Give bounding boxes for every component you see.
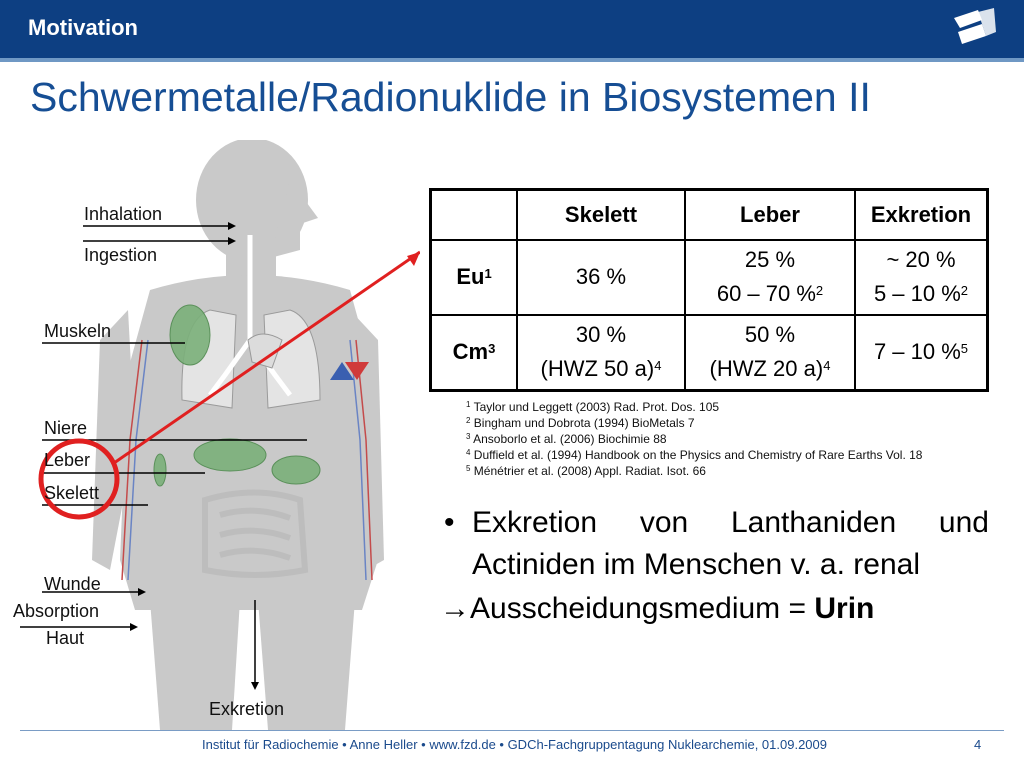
references-list (466, 399, 922, 479)
reference-item: $^2$ Bingham und Dobrota (1994) BioMetals 7 (466, 416, 695, 430)
bullet-dot-icon: • (444, 506, 455, 539)
row-element-eu: Eu$^1$ (431, 240, 518, 315)
label-niere: Niere (44, 418, 88, 438)
reference-item: $^5$ Ménétrier et al. (2008) Appl. Radiat. Isot. 66 (466, 464, 706, 478)
page-title: Schwermetalle/Radionuklide in Biosystemen II (30, 74, 871, 120)
table-header-leber: Leber (685, 190, 855, 241)
label-skelett: Skelett (44, 483, 100, 503)
label-inhalation: Inhalation (84, 204, 163, 224)
cell-eu-exkretion: ~ 20 % 5 – 10 %$^2$ (855, 240, 988, 315)
label-ingestion: Ingestion (84, 245, 158, 265)
cell-cm-exkretion: 7 – 10 %$^5$ (855, 315, 988, 391)
arrow-right-icon: → (440, 592, 470, 625)
bullet-conclusion (440, 592, 874, 626)
section-label: Motivation (28, 15, 138, 40)
table-header-skelett: Skelett (517, 190, 685, 241)
table-header-empty (431, 190, 518, 241)
cell-eu-skelett: 36 % (517, 240, 685, 315)
label-leber: Leber (44, 450, 91, 470)
table-header-row (431, 190, 988, 241)
table-header-exkretion: Exkretion (855, 190, 988, 241)
label-muskeln: Muskeln (44, 321, 112, 341)
conclusion-urin: Urin (814, 592, 875, 625)
fzd-logo (948, 6, 998, 50)
footer-divider (20, 730, 1004, 731)
label-haut: Haut (46, 628, 85, 648)
reference-item: $^1$ Taylor und Leggett (2003) Rad. Prot. Dos. 105 (466, 400, 720, 414)
table-row (431, 240, 988, 315)
page-number: 4 (974, 737, 982, 752)
bullet-main-text: Exkretion von Lanthaniden und Actiniden im Menschen v. a. renal (472, 506, 989, 581)
conclusion-prefix: Ausscheidungsmedium = (470, 592, 815, 625)
reference-item: $^3$ Ansoborlo et al. (2006) Biochimie 88 (466, 432, 667, 446)
reference-item: $^4$ Duffield et al. (1994) Handbook on the Physics and Chemistry of Rare Earths Vol. 18 (466, 448, 923, 462)
cell-cm-leber: 50 % (HWZ 20 a)$^4$ (685, 315, 855, 391)
label-wunde: Wunde (44, 574, 101, 594)
distribution-table (429, 188, 989, 392)
label-absorption: Absorption (13, 601, 100, 621)
header-bar (0, 0, 1024, 62)
bullet-main (444, 502, 989, 586)
label-exkretion: Exkretion (209, 699, 285, 719)
cell-cm-skelett: 30 % (HWZ 50 a)$^4$ (517, 315, 685, 391)
footer-text: Institut für Radiochemie • Anne Heller • www.fzd.de • GDCh-Fachgruppentagung Nuklearchemie, 01.09.2009 (202, 737, 827, 752)
cell-eu-leber: 25 % 60 – 70 %$^2$ (685, 240, 855, 315)
table-row (431, 315, 988, 391)
row-element-cm: Cm$^3$ (431, 315, 518, 391)
